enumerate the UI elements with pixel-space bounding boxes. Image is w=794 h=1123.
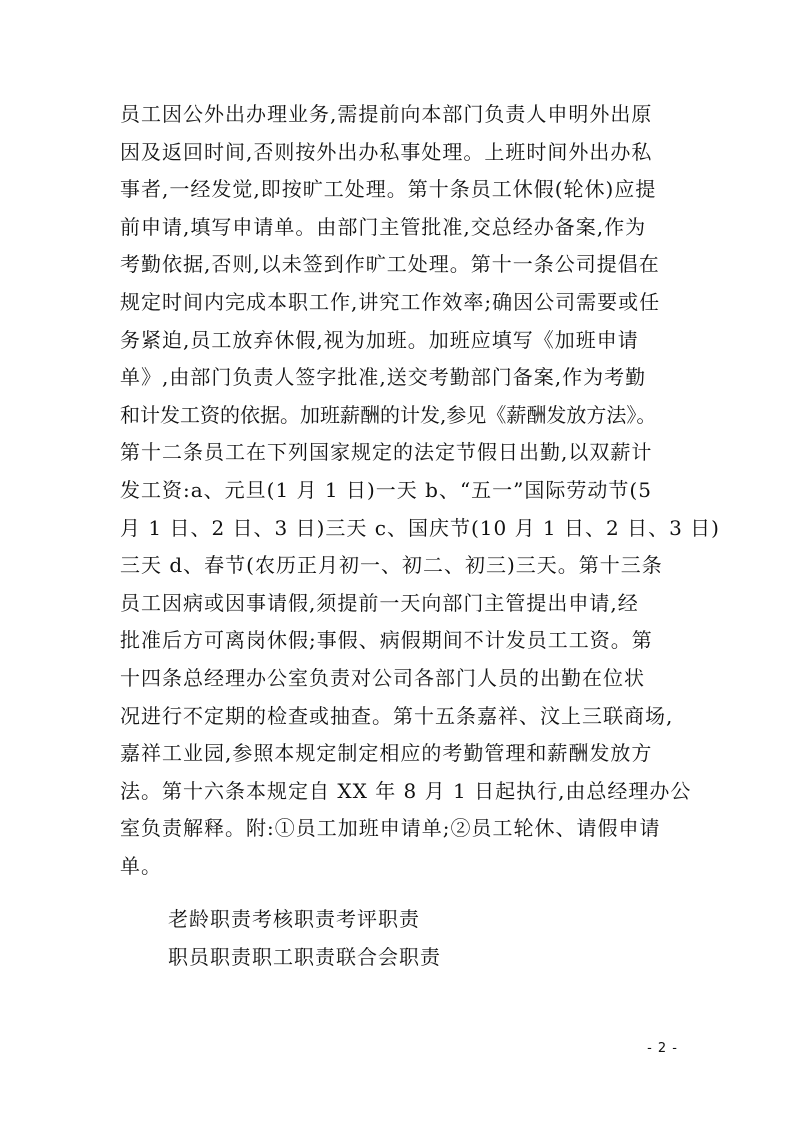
text-line: 和计发工资的依据。加班薪酬的计发,参见《薪酬发放方法》。	[120, 402, 657, 427]
text-line: 十四条总经理办公室负责对公司各部门人员的出勤在位状	[120, 665, 645, 690]
text-line: 室负责解释。附:①员工加班申请单;②员工轮休、请假申请	[120, 816, 661, 841]
body-paragraph	[120, 96, 720, 885]
text-line: 员工因公外出办理业务,需提前向本部门负责人申明外出原	[120, 102, 653, 126]
page-number: - 2 -	[647, 1041, 678, 1056]
text-line: 规定时间内完成本职工作,讲究工作效率;确因公司需要或任	[120, 289, 661, 314]
text-line: 法。第十六条本规定自 XX 年 8 月 1 日起执行,由总经理办公	[120, 778, 692, 803]
text-line: 单》,由部门负责人签字批准,送交考勤部门备案,作为考勤	[120, 365, 647, 390]
text-line: 月 1 日、2 日、3 日)三天 c、国庆节(10 月 1 日、2 日、3 日)	[120, 515, 720, 540]
text-line: 批准后方可离岗休假;事假、病假期间不计发员工工资。第	[120, 628, 653, 653]
related-topics	[168, 900, 441, 976]
text-line: 单。	[120, 853, 162, 878]
text-line: 事者,一经发觉,即按旷工处理。第十条员工休假(轮休)应提	[120, 177, 657, 202]
text-line: 况进行不定期的检查或抽查。第十五条嘉祥、汶上三联商场,	[120, 703, 674, 728]
text-line: 发工资:a、元旦(1 月 1 日)一天 b、“五一”国际劳动节(5	[120, 477, 652, 502]
text-line: 前申请,填写申请单。由部门主管批准,交总经办备案,作为	[120, 214, 647, 239]
text-line: 因及返回时间,否则按外出办私事处理。上班时间外出办私	[120, 139, 653, 164]
text-line: 第十二条员工在下列国家规定的法定节假日出勤,以双薪计	[120, 440, 653, 465]
text-line: 考勤依据,否则,以未签到作旷工处理。第十一条公司提倡在	[120, 252, 660, 277]
text-line: 嘉祥工业园,参照本规定制定相应的考勤管理和薪酬发放方	[120, 741, 653, 766]
text-line: 员工因病或因事请假,须提前一天向部门主管提出申请,经	[120, 590, 639, 615]
related-topic-line: 职员职责职工职责联合会职责	[168, 945, 441, 969]
text-line: 务紧迫,员工放弃休假,视为加班。加班应填写《加班申请	[120, 327, 639, 352]
text-line: 三天 d、春节(农历正月初一、初二、初三)三天。第十三条	[120, 553, 663, 578]
related-topic-line: 老龄职责考核职责考评职责	[168, 907, 420, 931]
